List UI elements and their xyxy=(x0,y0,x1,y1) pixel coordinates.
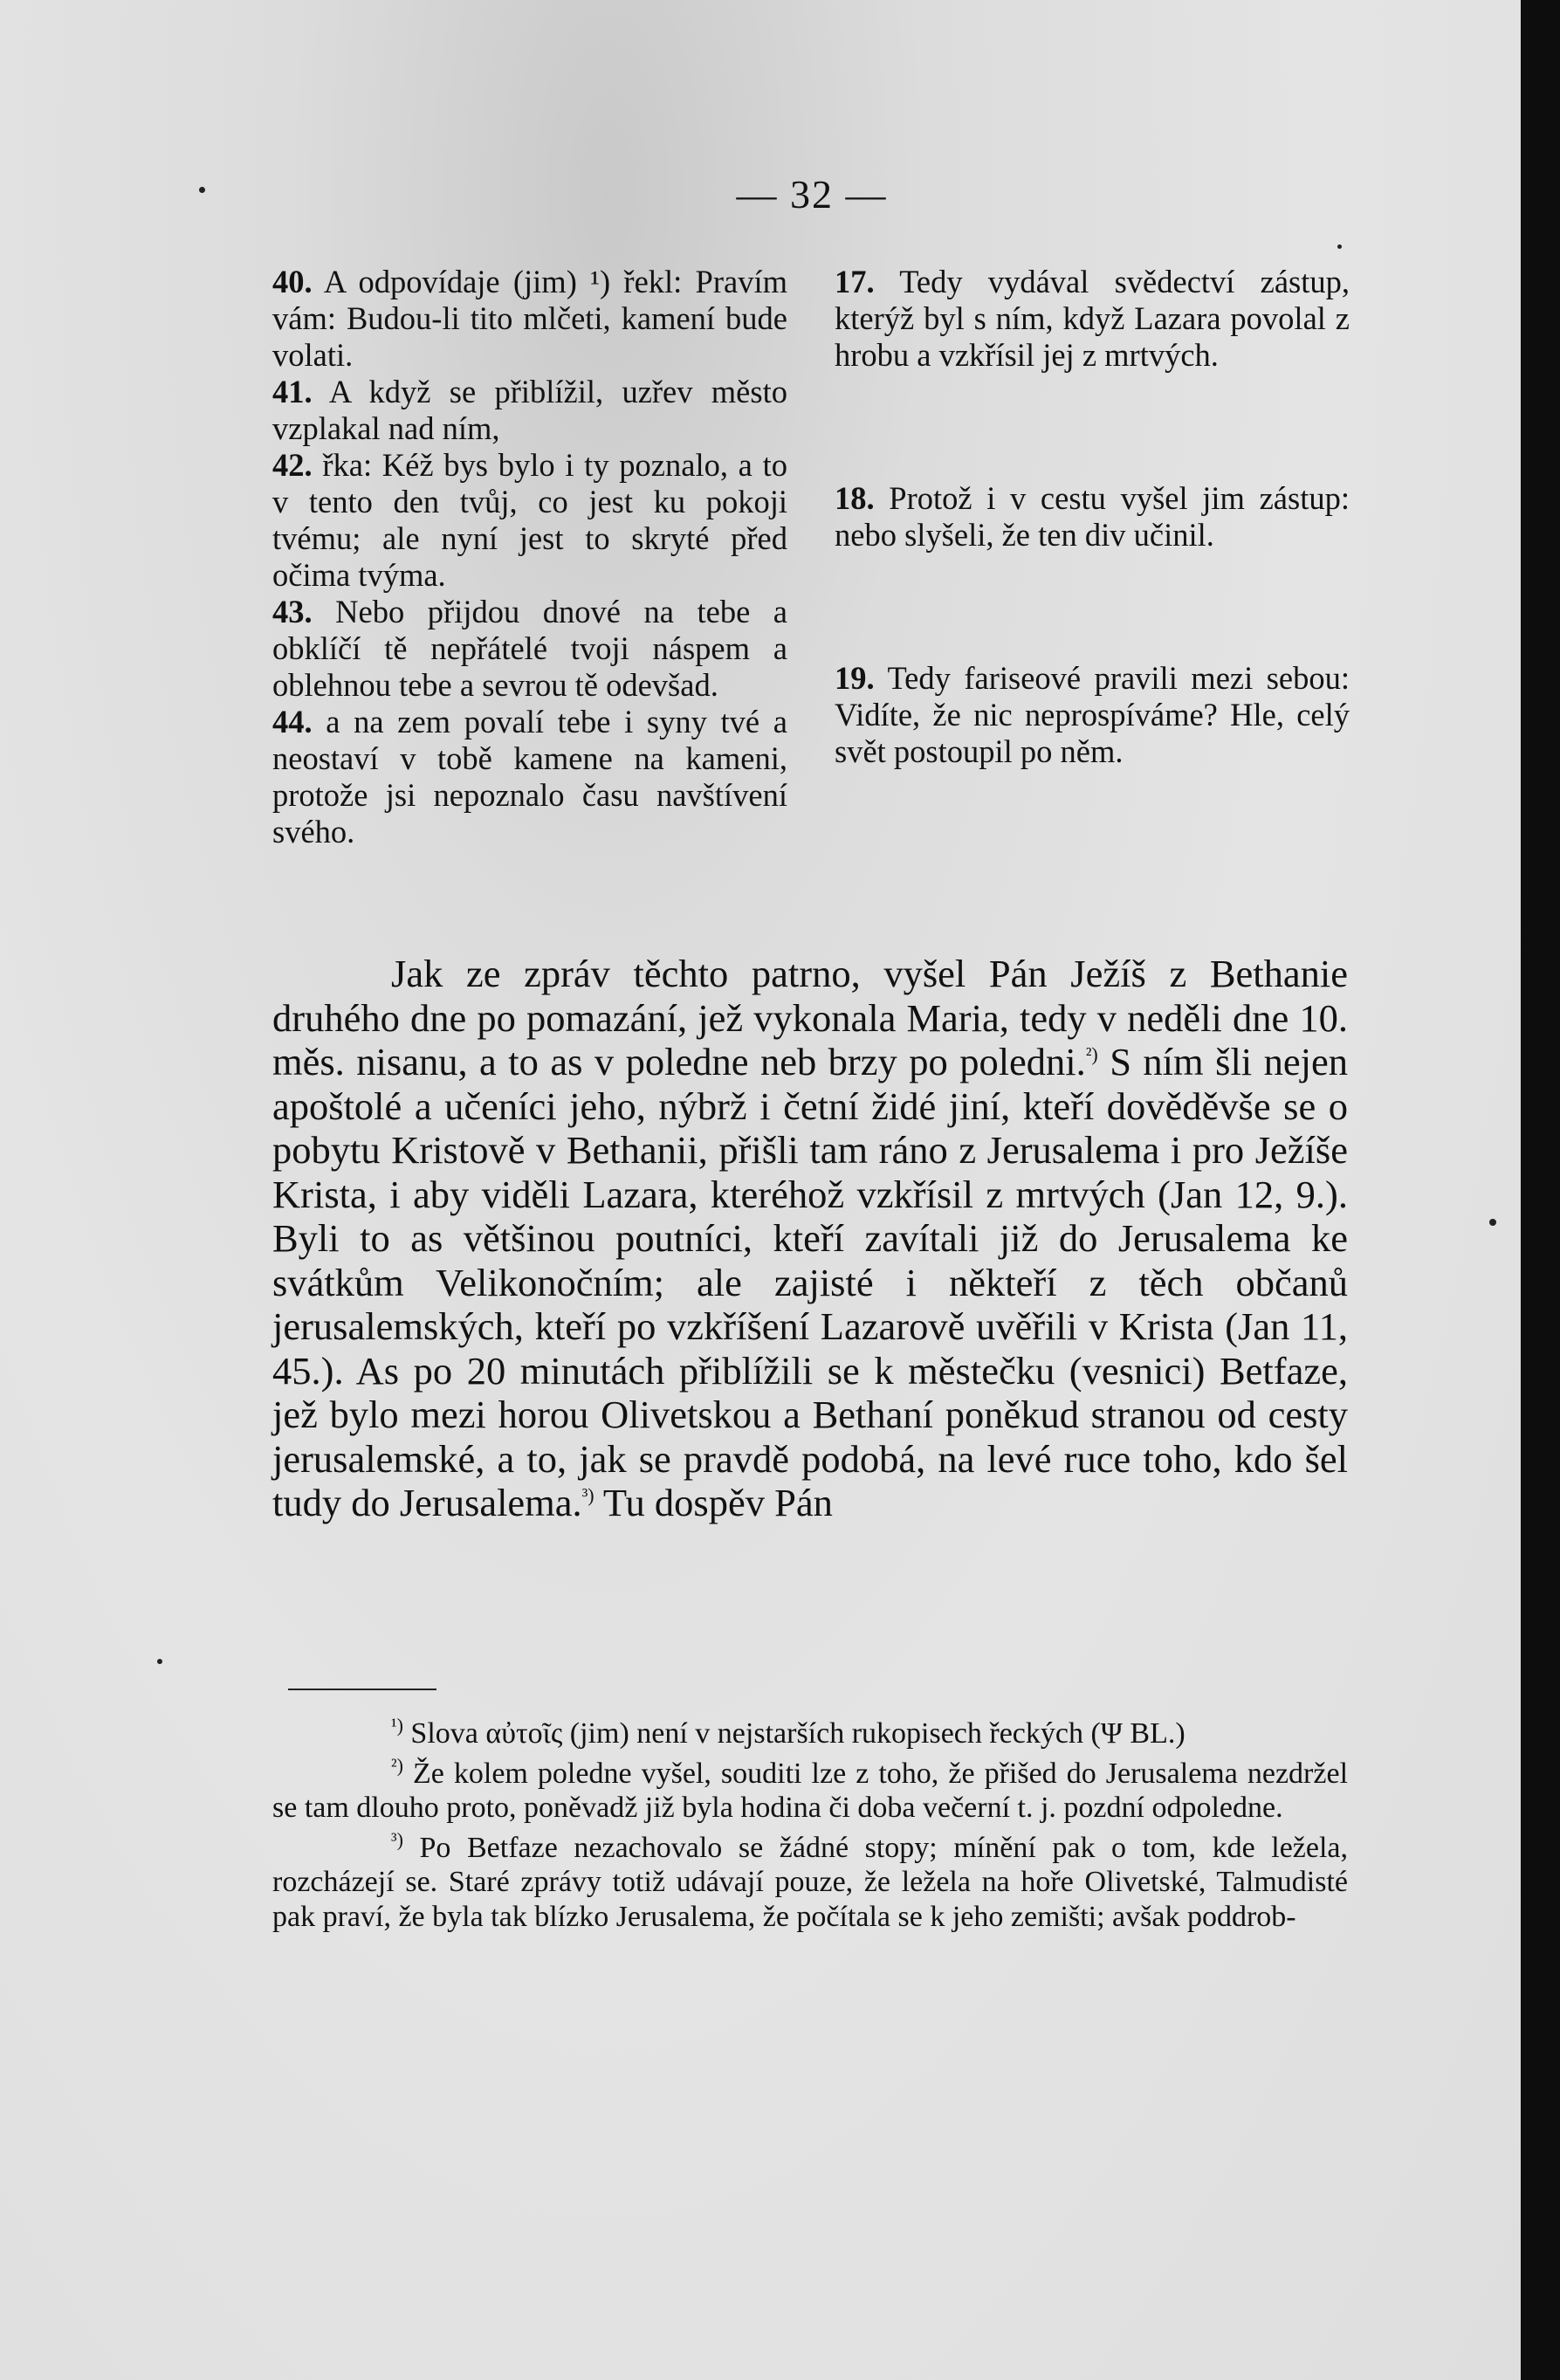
verse-41 xyxy=(272,374,787,447)
left-column-verses xyxy=(272,264,787,850)
main-text-part-3: Tu dospěv Pán xyxy=(594,1481,833,1524)
verse-number: 41. xyxy=(272,374,313,409)
scan-speck xyxy=(199,187,205,193)
main-text-part-1: Jak ze zpráv těchto patrno, vyšel Pán Ježíš z Bethanie druhého dne po pomazání, jež vykonala Maria, tedy v neděli dne 10. měs. nisanu, a to as v poledne neb brzy po poledni. xyxy=(272,952,1348,1083)
verse-44 xyxy=(272,704,787,850)
page-edge-shadow xyxy=(1521,0,1560,2380)
verse-text: a na zem povalí tebe i syny tvé a neostaví v tobě kamene na kameni, protože jsi nepoznalo času navštívení svého. xyxy=(272,704,787,850)
footnote-divider xyxy=(288,1689,436,1690)
verse-42 xyxy=(272,447,787,594)
verse-43 xyxy=(272,594,787,704)
verse-text: řka: Kéž bys bylo i ty poznalo, a to v tento den tvůj, co jest ku pokoji tvému; ale nyní jest to skryté před očima tvýma. xyxy=(272,447,787,593)
right-column-verses xyxy=(835,264,1350,770)
footnote-3 xyxy=(272,1828,1349,1935)
verse-gap xyxy=(835,374,1350,480)
verse-19 xyxy=(835,660,1350,770)
footnote-mark: ²) xyxy=(391,1754,403,1777)
verse-gap xyxy=(835,554,1350,660)
main-text-part-2: S ním šli nejen apoštolé a učeníci jeho, nýbrž i četní židé jiní, kteří dověděvše se o pobytu Kristově v Bethanii, přišli tam ráno z Jerusalema i pro Ježíše Krista, i aby viděli Lazara, kteréhož vzkřísil z mrtvých (Jan 12, 9.). Byli to as většinou poutníci, kteří zavítali již do Jerusalema ke svátkům Velikonočním; ale zajisté i někteří z těch občanů jerusalemských, kteří po vzkříšení Lazarově uvěřili v Krista (Jan 11, 45.). As po 20 minutách přiblížili se k městečku (vesnici) Betfaze, jež bylo mezi horou Olivetskou a Bethaní poněkud stranou od cesty jerusalemské, a to, jak se pravdě podobá, na levé ruce toho, kdo šel tudy do Jerusalema. xyxy=(272,1040,1349,1524)
footnote-mark: ¹) xyxy=(391,1714,403,1737)
verse-text: Protož i v cestu vyšel jim zástup: nebo slyšeli, že ten div učinil. xyxy=(835,480,1350,553)
verse-text: Tedy fariseové pravili mezi sebou: Vidíte, že nic neprospíváme? Hle, celý svět postoupil po něm. xyxy=(835,660,1350,769)
verse-number: 43. xyxy=(272,594,313,629)
footnote-text: Že kolem poledne vyšel, souditi lze z toho, že přišed do Jerusalema nezdržel se tam dlouho proto, poněvadž již byla hodina či doba večerní t. j. pozdní odpoledne. xyxy=(272,1757,1349,1824)
scan-speck xyxy=(1489,1219,1496,1226)
verse-text: Nebo přijdou dnové na tebe a obklíčí tě nepřátelé tvoji náspem a oblehnou tebe a sevrou tě odevšad. xyxy=(272,594,788,703)
footnote-mark: ³) xyxy=(391,1828,403,1851)
scan-speck xyxy=(1337,244,1342,249)
footnote-text: Po Betfaze nezachovalo se žádné stopy; mínění pak o tom, kde ležela, rozcházejí se. Staré zprávy totiž udávají pouze, že ležela na hoře Olivetské, Talmudisté pak praví, že byla tak blízko Jerusalema, že počítala se k jeho zemišti; avšak poddrob- xyxy=(272,1831,1349,1933)
verse-text: A odpovídaje (jim) ¹) řekl: Pravím vám: Budou-li tito mlčeti, kamení bude volati. xyxy=(272,264,787,373)
verse-number: 17. xyxy=(835,264,875,299)
footnote-ref-3: ³) xyxy=(581,1484,594,1507)
verse-18 xyxy=(835,480,1350,554)
verse-text: Tedy vydával svědectví zástup, kterýž byl s ním, když Lazara povolal z hrobu a vzkřísil jej z mrtvých. xyxy=(835,264,1350,373)
verse-text: A když se přiblížil, uzřev město vzplakal nad ním, xyxy=(272,374,787,446)
page-number: — 32 — xyxy=(736,172,888,217)
verse-17 xyxy=(835,264,1350,374)
verse-number: 18. xyxy=(835,480,875,516)
verse-number: 40. xyxy=(272,264,313,299)
main-paragraph xyxy=(272,952,1348,1525)
footnotes xyxy=(272,1716,1348,1939)
footnote-1 xyxy=(272,1716,1348,1751)
verse-40 xyxy=(272,264,787,374)
footnote-text: Slova αὐτοῖς (jim) není v nejstarších rukopisech řeckých (Ψ BL.) xyxy=(410,1717,1185,1750)
verse-number: 42. xyxy=(272,447,313,483)
footnote-2 xyxy=(272,1754,1349,1826)
scan-speck xyxy=(157,1659,162,1664)
verse-number: 44. xyxy=(272,704,313,739)
verse-number: 19. xyxy=(835,660,875,696)
footnote-ref-2: ²) xyxy=(1085,1043,1098,1066)
